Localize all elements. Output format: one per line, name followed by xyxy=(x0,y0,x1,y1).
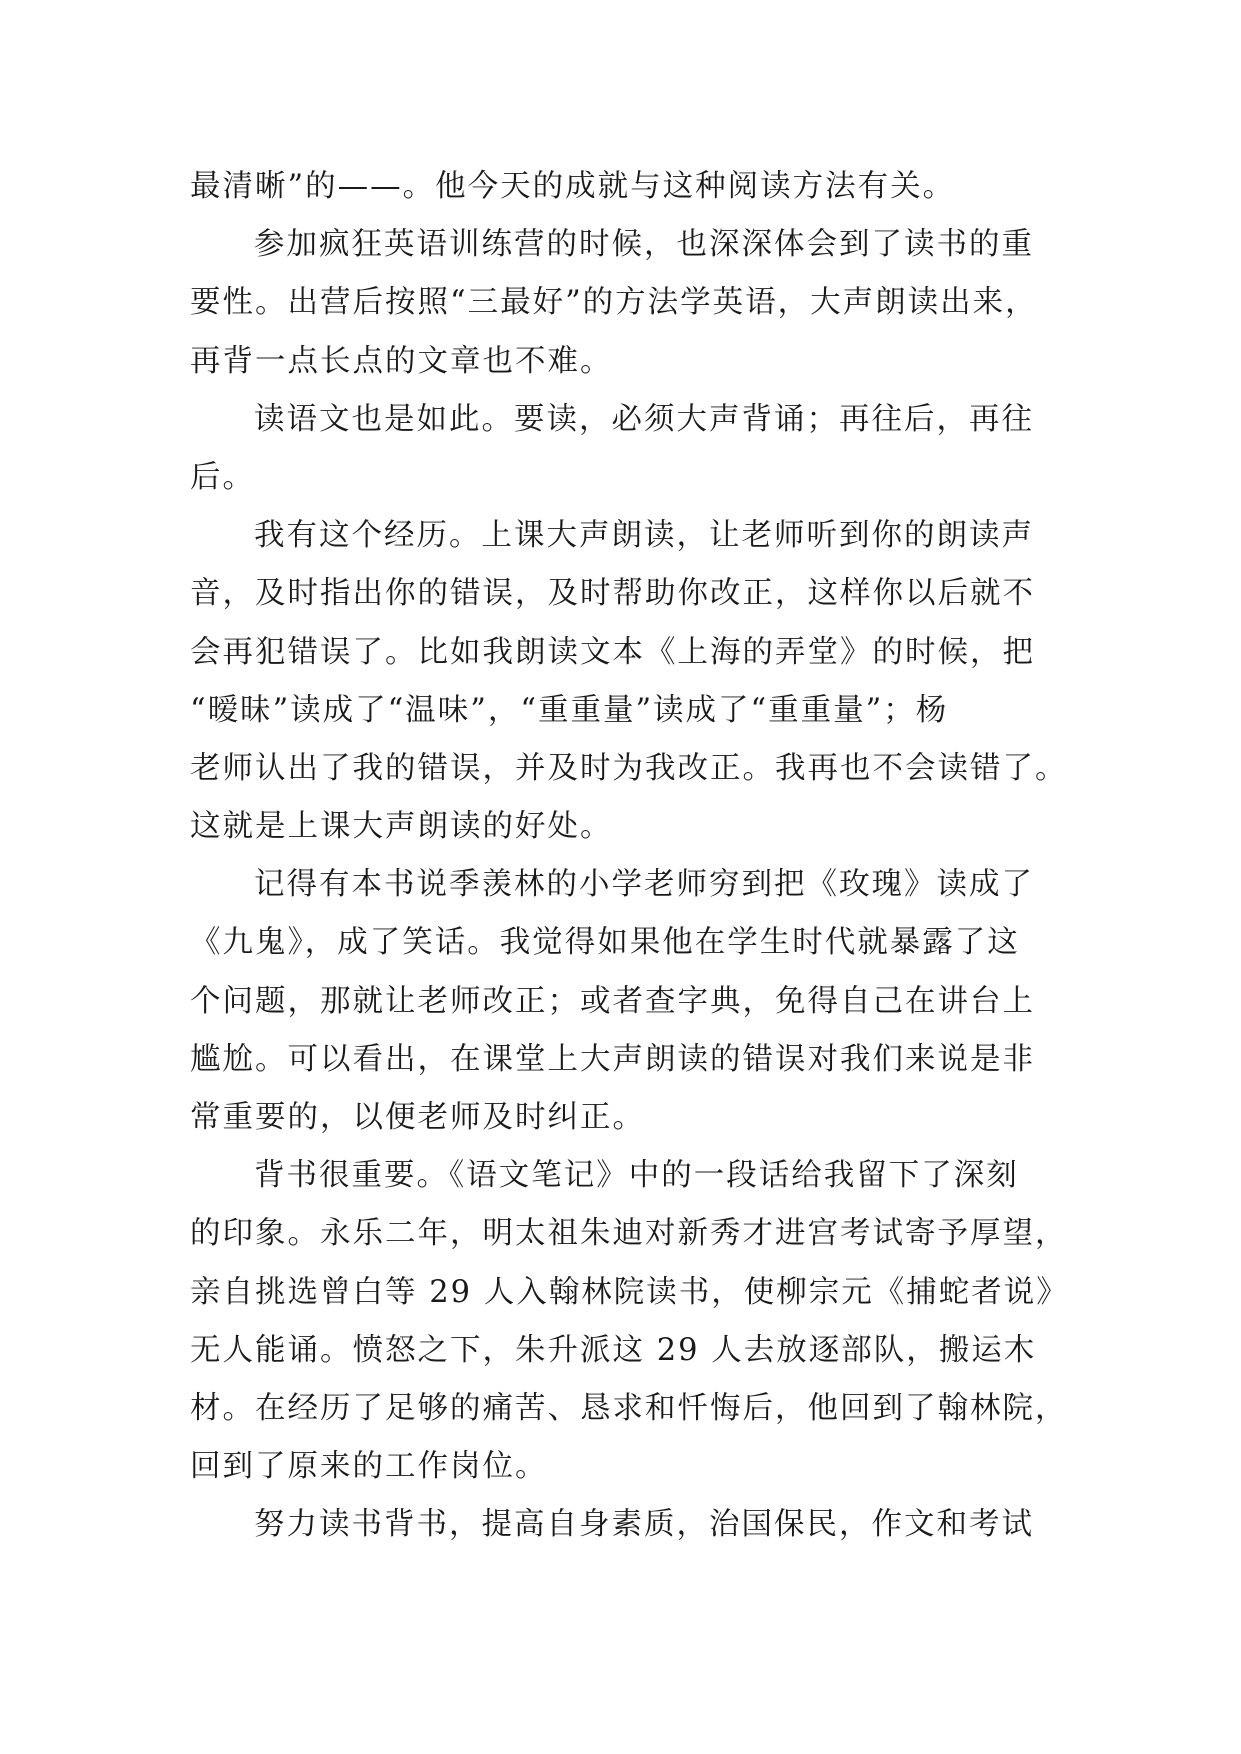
text-line: 背书很重要。《语文笔记》中的一段话给我留下了深刻 xyxy=(254,1158,1019,1194)
text-line: 无人能诵。愤怒之下，朱升派这 29 人去放逐部队，搬运木 xyxy=(190,1332,1037,1368)
text-line: 《九鬼》，成了笑话。我觉得如果他在学生时代就暴露了这 xyxy=(190,925,1020,961)
text-line: 个问题，那就让老师改正；或者查字典，免得自己在讲台上 xyxy=(190,983,1035,1019)
text-line: 材。在经历了足够的痛苦、恳求和忏悔后，他回到了翰林院， xyxy=(190,1390,1068,1426)
text-line: 常重要的，以便老师及时纠正。 xyxy=(190,1100,645,1135)
text-line: 尴尬。可以看出，在课堂上大声朗读的错误对我们来说是非 xyxy=(190,1041,1035,1077)
text-line: 会再犯错误了。比如我朗读文本《上海的弄堂》的时候，把 xyxy=(190,634,1035,670)
text-line: 回到了原来的工作岗位。 xyxy=(190,1449,548,1485)
text-line: “暧昧”读成了“温味”，“重重量”读成了“重重量”；杨 xyxy=(190,692,949,728)
text-line: 这就是上课大声朗读的好处。 xyxy=(190,809,613,845)
text-line: 记得有本书说季羡林的小学老师穷到把《玫瑰》读成了 xyxy=(254,867,1034,903)
text-line: 努力读书背书，提高自身素质，治国保民，作文和考试 xyxy=(254,1507,1034,1543)
text-line: 我有这个经历。上课大声朗读，让老师听到你的朗读声 xyxy=(254,518,1034,554)
text-line: 老师认出了我的错误，并及时为我改正。我再也不会读错了。 xyxy=(190,750,1068,786)
text-line: 读语文也是如此。要读，必须大声背诵；再往后，再往 xyxy=(254,401,1034,437)
text-line: 的印象。永乐二年，明太祖朱迪对新秀才进宫考试寄予厚望， xyxy=(190,1216,1068,1252)
text-line: 再背一点长点的文章也不难。 xyxy=(190,343,613,379)
body-text xyxy=(190,158,1069,1555)
text-line: 最清晰”的——。他今天的成就与这种阅读方法有关。 xyxy=(190,169,956,204)
text-line: 亲自挑选曾白等 29 人入翰林院读书，使柳宗元《捕蛇者说》 xyxy=(190,1274,1069,1310)
text-line: 要性。出营后按照“三最好”的方法学英语，大声朗读出来， xyxy=(190,285,1038,321)
text-line: 后。 xyxy=(190,459,255,495)
text-line: 音，及时指出你的错误，及时帮助你改正，这样你以后就不 xyxy=(190,576,1035,612)
text-line: 参加疯狂英语训练营的时候，也深深体会到了读书的重 xyxy=(254,227,1034,263)
